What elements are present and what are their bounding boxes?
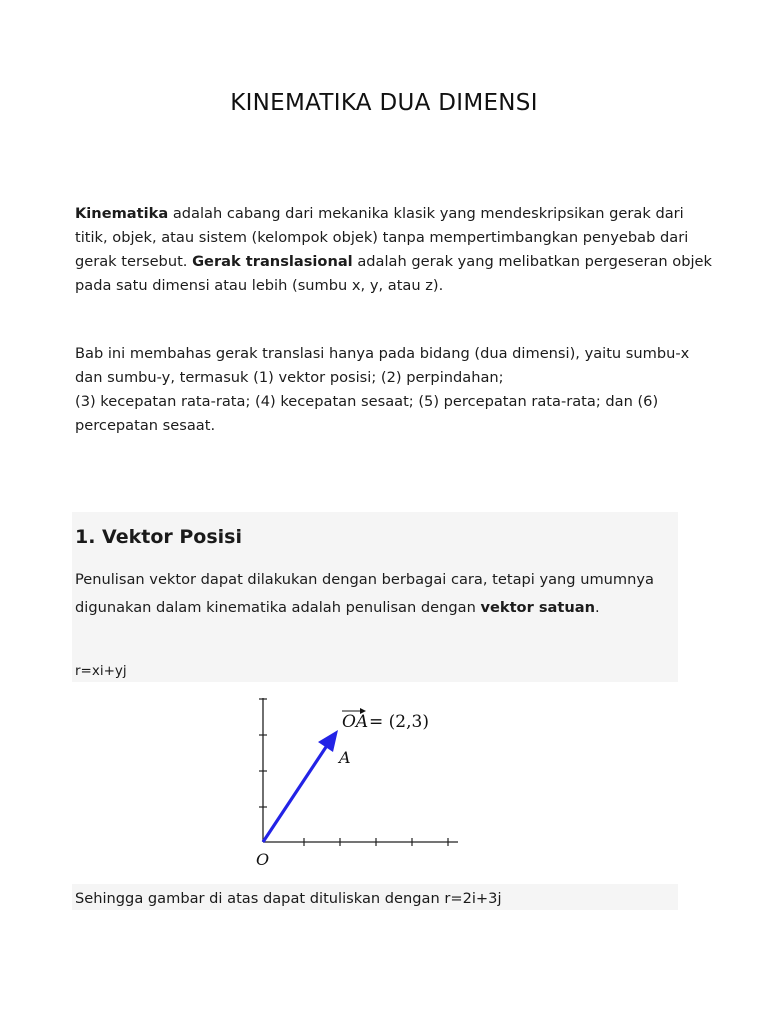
term-kinematika: Kinematika [75,205,169,222]
page-title: KINEMATIKA DUA DIMENSI [230,90,538,116]
vector-arrow-head [318,730,338,752]
intro-text-2: adalah gerak yang melibatkan pergeseran objek pada satu dimensi atau lebih (sumbu x, y, atau z). [75,253,712,294]
term-vektor-satuan: vektor satuan [480,599,596,616]
intro-text-1: adalah cabang dari mekanika klasik yang mendeskripsikan gerak dari titik, objek, atau sistem (kelompok objek) tanpa mempertimbangkan penyebab dari gerak tersebut. [75,205,689,270]
chapter-line-2: (3) kecepatan rata-rata; (4) kecepatan sesaat; (5) percepatan rata-rata; dan (6) percepatan sesaat. [75,393,659,434]
position-formula: r=xi+yj [75,663,127,679]
chapter-paragraph [75,342,715,438]
section-heading: 1. Vektor Posisi [75,526,242,548]
point-label: A [339,748,351,767]
vector-label: OA [342,712,369,732]
summary-text: Sehingga gambar di atas dapat dituliskan dengan r=2i+3j [75,890,502,907]
vector-arrow-shaft [263,747,326,842]
vector-figure [240,690,470,880]
origin-label: O [256,850,270,869]
term-gerak-translasional: Gerak translasional [192,253,353,270]
chapter-line-1: Bab ini membahas gerak translasi hanya pada bidang (dua dimensi), yaitu sumbu-x dan sumbu-y, termasuk (1) vektor posisi; (2) perpindahan; [75,345,690,386]
vector-equals: = (2,3) [369,712,429,732]
section-body-pre: Penulisan vektor dapat dilakukan dengan berbagai cara, tetapi yang umumnya digunakan dalam kinematika adalah penulisan dengan [75,571,654,616]
section-body-post: . [595,599,600,616]
intro-paragraph [75,202,715,298]
section-body [75,566,715,622]
